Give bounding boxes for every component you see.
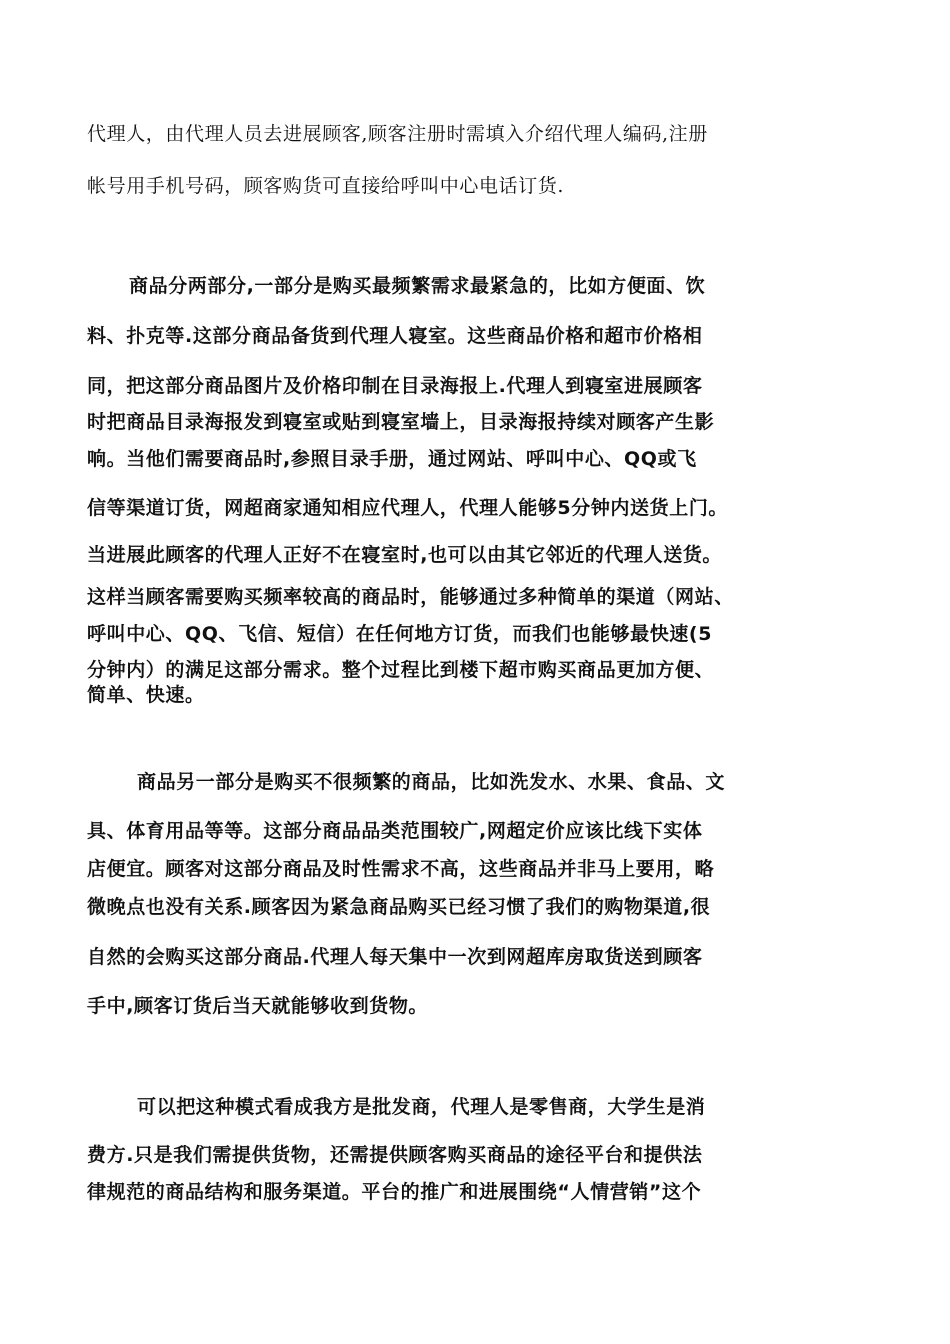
text-line: 呼叫中心、QQ、飞信、短信）在任何地方订货，而我们也能够最快速(5 (87, 623, 713, 645)
text-line: 当进展此顾客的代理人正好不在寝室时,也可以由其它邻近的代理人送货。 (87, 544, 723, 566)
text-line: 律规范的商品结构和服务渠道。平台的推广和进展围绕“人情营销”这个 (87, 1181, 702, 1203)
text-line: 代理人，由代理人员去进展顾客,顾客注册时需填入介绍代理人编码,注册 (87, 123, 708, 145)
text-line: 分钟内）的满足这部分需求。整个过程比到楼下超市购买商品更加方便、 (87, 659, 715, 681)
text-line: 同，把这部分商品图片及价格印制在目录海报上.代理人到寝室进展顾客 (87, 375, 703, 397)
text-line: 可以把这种模式看成我方是批发商，代理人是零售商，大学生是消 (137, 1096, 706, 1118)
text-line: 店便宜。顾客对这部分商品及时性需求不高，这些商品并非马上要用，略 (87, 858, 715, 880)
text-line: 微晚点也没有关系.顾客因为紧急商品购买已经习惯了我们的购物渠道,很 (87, 896, 711, 918)
text-line: 料、扑克等.这部分商品备货到代理人寝室。这些商品价格和超市价格相 (87, 325, 703, 347)
text-line: 这样当顾客需要购买频率较高的商品时，能够通过多种简单的渠道（网站、 (87, 586, 734, 608)
text-line: 商品另一部分是购买不很频繁的商品，比如洗发水、水果、食品、文 (137, 771, 726, 793)
text-line: 自然的会购买这部分商品.代理人每天集中一次到网超库房取货送到顾客 (87, 946, 703, 968)
text-line: 响。当他们需要商品时,参照目录手册，通过网站、呼叫中心、QQ或飞 (87, 448, 697, 470)
text-line: 简单、快速。 (87, 684, 205, 706)
text-line: 信等渠道订货，网超商家通知相应代理人，代理人能够5分钟内送货上门。 (87, 497, 729, 519)
text-line: 手中,顾客订货后当天就能够收到货物。 (87, 995, 429, 1017)
text-line: 时把商品目录海报发到寝室或贴到寝室墙上，目录海报持续对顾客产生影 (87, 411, 715, 433)
text-line: 具、体育用品等等。这部分商品品类范围较广,网超定价应该比线下实体 (87, 820, 703, 842)
text-line: 帐号用手机号码，顾客购货可直接给呼叫中心电话订货. (87, 175, 565, 197)
text-line: 费方.只是我们需提供货物，还需提供顾客购买商品的途径平台和提供法 (87, 1144, 703, 1166)
text-line: 商品分两部分,一部分是购买最频繁需求最紧急的，比如方便面、饮 (129, 275, 706, 297)
